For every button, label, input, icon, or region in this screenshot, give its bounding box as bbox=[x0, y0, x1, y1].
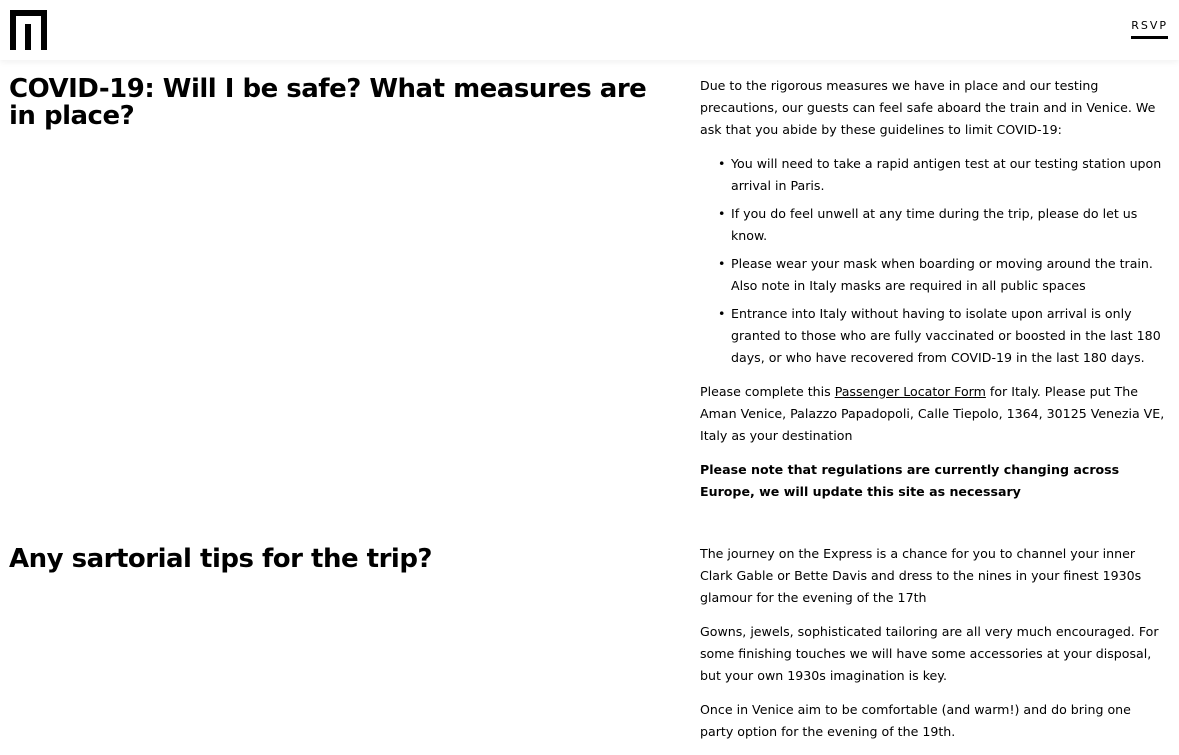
gate-logo-icon[interactable] bbox=[10, 10, 47, 50]
sartorial-paragraph: The journey on the Express is a chance for you to channel your inner Clark Gable or Bette Davis and dress to the nines in your finest 1930s glamour for the evening of the 17th bbox=[700, 546, 1142, 605]
site-header bbox=[0, 0, 1179, 60]
list-item: • Entrance into Italy without having to isolate upon arrival is only granted to those who are fully vaccinated or boosted in the last 180 days, or who have recovered from COVID-19 in the last 180 days. bbox=[731, 303, 1166, 369]
locator-form-text bbox=[700, 381, 1166, 447]
faq-question-covid: COVID-19: Will I be safe? What measures are in place? bbox=[9, 74, 647, 131]
locator-form-text-before: Please complete this bbox=[700, 384, 835, 399]
list-item: • Please wear your mask when boarding or moving around the train. Also note in Italy masks are required in all public spaces bbox=[731, 253, 1166, 297]
faq-answer-covid bbox=[700, 75, 1166, 515]
faq-question-sartorial: Any sartorial tips for the trip? bbox=[9, 544, 433, 574]
faq-answer-sartorial bbox=[700, 543, 1166, 755]
locator-form-text-after: for Italy. Please put The Aman Venice, Palazzo Papadopoli, Calle Tiepolo, 1364, 30125 Venezia VE, Italy as your destination bbox=[700, 384, 1165, 443]
covid-guidelines-list bbox=[700, 153, 1166, 369]
list-item: • You will need to take a rapid antigen test at our testing station upon arrival in Paris. bbox=[731, 153, 1166, 197]
rsvp-link[interactable]: RSVP bbox=[1131, 20, 1168, 39]
passenger-locator-form-link[interactable]: Passenger Locator Form bbox=[834, 384, 986, 399]
list-item: • If you do feel unwell at any time during the trip, please do let us know. bbox=[731, 203, 1166, 247]
sartorial-paragraph: Gowns, jewels, sophisticated tailoring are all very much encouraged. For some finishing touches we will have some accessories at your disposal, but your own 1930s imagination is key. bbox=[700, 624, 1159, 683]
regulations-note: Please note that regulations are currently changing across Europe, we will update this site as necessary bbox=[700, 462, 1120, 499]
sartorial-paragraph: Once in Venice aim to be comfortable (and warm!) and do bring one party option for the evening of the 19th. bbox=[700, 702, 1131, 739]
covid-intro-text: Due to the rigorous measures we have in place and our testing precautions, our guests can feel safe aboard the train and in Venice. We ask that you abide by these guidelines to limit COVID-19: bbox=[700, 78, 1156, 137]
